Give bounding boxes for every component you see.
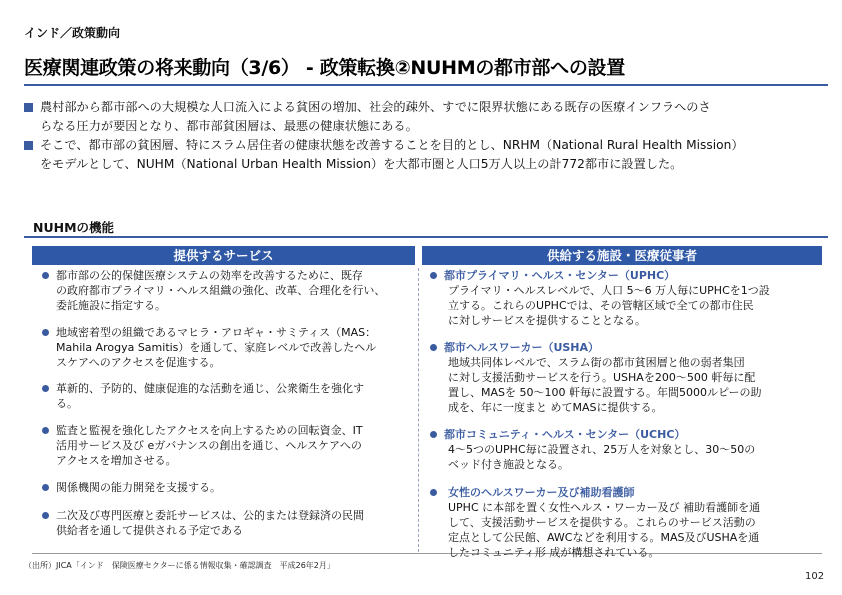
intro-line: そこで、都市部の貧困層、特にスラム居住者の健康状態を改善することを目的とし、NRHM（National Rural Health Mission） (40, 138, 744, 152)
section-divider (24, 236, 828, 238)
bullet-dot-icon (430, 344, 437, 351)
facility-item (430, 340, 808, 415)
service-line: 都市部の公的保健医療システムの効率を改善するために、既存 (56, 269, 363, 282)
service-line: の政府都市プライマリ・ヘルス組織の強化、改革、合理化を行い、 (56, 284, 386, 297)
facility-line: に対しサービスを提供することとなる。 (448, 314, 646, 327)
facility-line: 置し、MASを 50～100 軒毎に設置する。年間5000ルピーの助 (448, 386, 762, 399)
intro-line: をモデルとして、NUHM（National Urban Health Mission）を大都市圏と人口5万人以上の計772都市に設置した。 (40, 157, 683, 171)
facility-title: 女性のヘルスワーカー及び補助看護師 (448, 486, 635, 499)
service-line: 関係機関の能力開発を支援する。 (56, 481, 221, 494)
facility-item (430, 268, 808, 328)
facility-line: して、支援活動サービスを提供する。これらのサービス活動の (448, 516, 756, 529)
bullet-dot-icon (42, 272, 49, 279)
service-line: 二次及び専門医療と委託サービスは、公的または登録済の民間 (56, 509, 364, 522)
service-item (40, 480, 412, 495)
facility-title: 都市ヘルスワーカー（USHA） (444, 341, 600, 354)
service-line: 活用サービス及び eガバナンスの創出を通じ、ヘルスケアへの (56, 439, 362, 452)
facility-item (430, 485, 808, 560)
page-title: 医療関連政策の将来動向（3/6） - 政策転換②NUHMの都市部への設置 (24, 57, 625, 79)
column-divider (418, 268, 419, 552)
bullet-dot-icon (42, 427, 49, 434)
intro-line: らなる圧力が要因となり、都市部貧困層は、最悪の健康状態にある。 (40, 119, 418, 133)
facility-line: したコミュニティ形 成が構想されている。 (448, 546, 660, 559)
service-line: Mahila Arogya Samitis）を通して、家庭レベルで改善したヘル (56, 341, 377, 354)
facilities-list (430, 268, 808, 560)
section-heading: NUHMの機能 (33, 220, 115, 235)
bullet-dot-icon (42, 329, 49, 336)
service-item (40, 268, 412, 313)
facility-line: 定点として公民館、AWCなどを利用する。MAS及びUSHAを通 (448, 531, 760, 544)
facility-line: プライマリ・ヘルスレベルで、人口 5～6 万人毎にUPHCを1つ設 (448, 284, 770, 297)
intro-bullet (24, 98, 830, 136)
service-line: 革新的、予防的、健康促進的な活動を通じ、公衆衛生を強化す (56, 382, 364, 395)
service-line: アクセスを増加させる。 (56, 454, 177, 467)
page-number: 102 (805, 571, 825, 582)
service-item (40, 508, 412, 538)
facility-line: に対し支援活動サービスを行う。USHAを200～500 軒毎に配 (448, 371, 756, 384)
intro-bullet (24, 136, 830, 174)
facility-item (430, 427, 808, 472)
facility-line: 立する。これらのUPHCでは、その管轄区域で全ての都市住民 (448, 299, 754, 312)
intro-line: 農村部から都市部への大規模な人口流入による貧困の増加、社会的疎外、すでに限界状態にある既存の医療インフラへのさ (40, 100, 711, 114)
bullet-dot-icon (430, 431, 437, 438)
intro-bullets (24, 98, 830, 174)
service-line: スケアへのアクセスを促進する。 (56, 356, 221, 369)
services-list (40, 268, 412, 538)
facility-line: 成を、年に一度まと めてMASに提供する。 (448, 401, 663, 414)
service-line: 供給者を通して提供される予定である (56, 524, 243, 537)
service-line: る。 (56, 397, 78, 410)
service-line: 地域密着型の組織であるマヒラ・アロギャ・サミティス（MAS： (56, 326, 377, 339)
service-line: 委託施設に指定する。 (56, 299, 166, 312)
facility-line: ベッド付き施設となる。 (448, 458, 569, 471)
breadcrumb: インド／政策動向 (24, 26, 121, 40)
bullet-dot-icon (430, 272, 437, 279)
facility-line: 地域共同体レベルで、スラム街の都市貧困層と他の弱者集団 (448, 356, 745, 369)
facility-line: 4～5つのUPHC毎に設置され、25万人を対象とし、30～50の (448, 443, 756, 456)
services-column-header: 提供するサービス (32, 246, 415, 265)
facilities-column-header: 供給する施設・医療従事者 (422, 246, 822, 265)
source-note: （出所）JICA「インド 保険医療セクターに係る情報収集・確認調査 平成26年2月」 (24, 561, 335, 570)
facility-title: 都市コミュニティ・ヘルス・センター（UCHC） (444, 428, 686, 441)
facility-line: UPHC に本部を置く女性ヘルス・ワーカー及び 補助看護師を通 (448, 501, 761, 514)
service-item (40, 325, 412, 370)
bullet-dot-icon (42, 385, 49, 392)
service-item (40, 381, 412, 411)
bullet-dot-icon (42, 512, 49, 519)
square-bullet-icon (24, 103, 33, 112)
title-divider (24, 84, 828, 86)
facility-title: 都市プライマリ・ヘルス・センター（UPHC） (444, 269, 676, 282)
service-item (40, 423, 412, 468)
bullet-dot-icon (430, 489, 437, 496)
service-line: 監査と監視を強化したアクセスを向上するための回転資金、IT (56, 424, 363, 437)
square-bullet-icon (24, 141, 33, 150)
bullet-dot-icon (42, 484, 49, 491)
